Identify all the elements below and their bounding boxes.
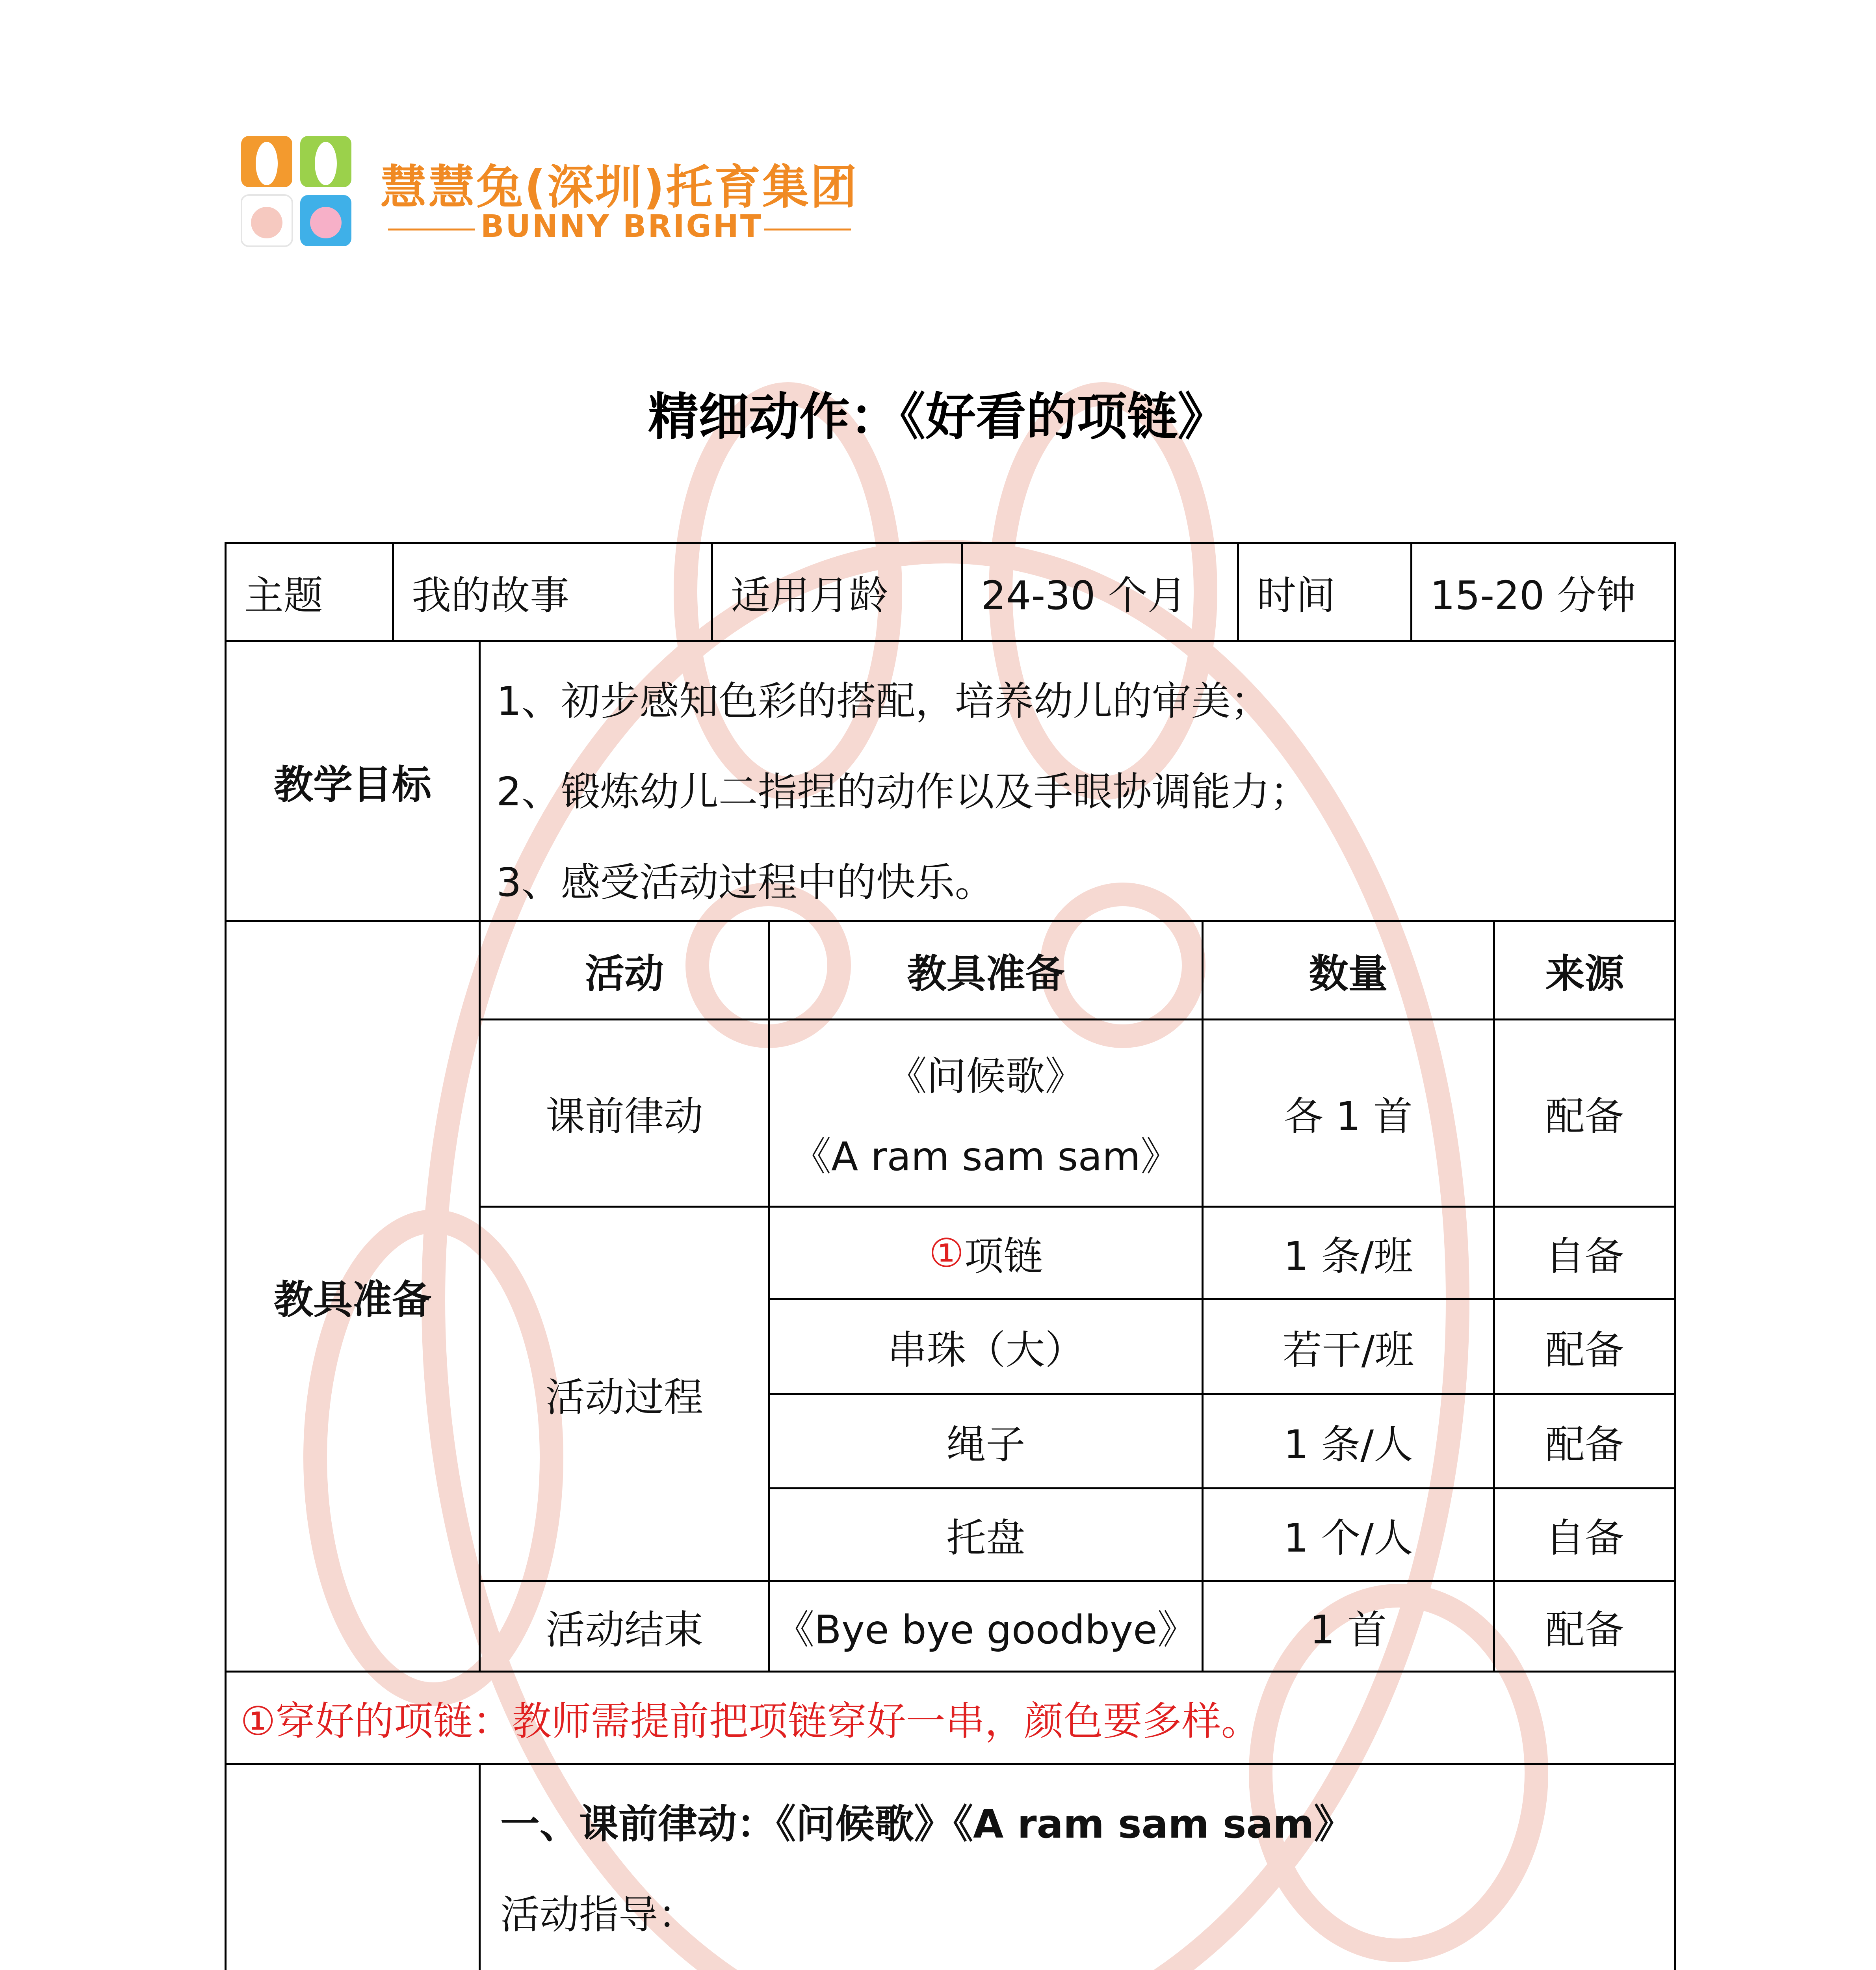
steps-guide-label: 活动指导：: [500, 1892, 697, 1938]
goals-label: 教学目标: [225, 640, 481, 922]
steps-label: [225, 1763, 481, 1970]
process-source-row-3: 配备: [1493, 1393, 1676, 1489]
goal-item-2: 2、锻炼幼儿二指捏的动作以及手眼协调能力；: [496, 769, 1309, 815]
process-qty-row-4: 1 个/人: [1202, 1487, 1495, 1582]
process-item-row-4: 托盘: [768, 1487, 1204, 1582]
brand-name-en: BUNNY BRIGHT: [481, 209, 763, 244]
process-source-row-1: 自备: [1493, 1206, 1676, 1300]
brand-divider-left: [388, 229, 475, 230]
ending-source: 配备: [1493, 1580, 1676, 1673]
steps-content: [479, 1763, 1676, 1970]
warmup-item-line2: 《A ram sam sam》: [791, 1134, 1180, 1180]
material-note: ①穿好的项链：教师需提前把项链穿好一串，颜色要多样。: [225, 1671, 1676, 1765]
page-title: 精细动作：《好看的项链》: [648, 387, 1228, 446]
materials-header-qty: 数量: [1202, 920, 1495, 1020]
materials-label: 教具准备: [225, 920, 481, 1673]
goal-item-1: 1、初步感知色彩的搭配，培养幼儿的审美；: [496, 678, 1270, 724]
materials-header-item: 教具准备: [768, 920, 1204, 1020]
brand-divider-right: [764, 229, 851, 230]
warmup-items: [768, 1018, 1204, 1208]
time-label: 时间: [1237, 542, 1412, 642]
steps-section-1-title: 一、课前律动：《问候歌》《A ram sam sam》: [500, 1801, 1354, 1847]
warmup-source: 配备: [1493, 1018, 1676, 1208]
ending-qty: 1 首: [1202, 1580, 1495, 1673]
age-label: 适用月龄: [711, 542, 963, 642]
warmup-item-line1: 《问候歌》: [887, 1053, 1085, 1099]
process-item-row-2: 串珠（大）: [768, 1298, 1204, 1395]
bunny-logo-icon: [241, 136, 359, 254]
process-source-row-2: 配备: [1493, 1298, 1676, 1395]
process-source-row-4: 自备: [1493, 1487, 1676, 1582]
time-value: 15-20 分钟: [1410, 542, 1676, 642]
process-qty-row-1: 1 条/班: [1202, 1206, 1495, 1300]
warmup-qty: 各 1 首: [1202, 1018, 1495, 1208]
brand-name-cn: 慧慧兔(深圳)托育集团: [380, 160, 858, 214]
topic-value: 我的故事: [392, 542, 713, 642]
process-item-row-1: ① 项链: [768, 1206, 1204, 1300]
materials-header-activity: 活动: [479, 920, 770, 1020]
warmup-activity: 课前律动: [479, 1018, 770, 1208]
process-qty-row-3: 1 条/人: [1202, 1393, 1495, 1489]
process-item-row-3: 绳子: [768, 1393, 1204, 1489]
age-value: 24-30 个月: [961, 542, 1239, 642]
footnote-marker-1: ①: [929, 1230, 964, 1276]
materials-header-source: 来源: [1493, 920, 1676, 1020]
ending-activity: 活动结束: [479, 1580, 770, 1673]
goal-item-3: 3、感受活动过程中的快乐。: [496, 859, 994, 905]
process-qty-row-2: 若干/班: [1202, 1298, 1495, 1395]
topic-label: 主题: [225, 542, 394, 642]
ending-item: 《Bye bye goodbye》: [768, 1580, 1204, 1673]
process-activity: 活动过程: [479, 1206, 770, 1582]
